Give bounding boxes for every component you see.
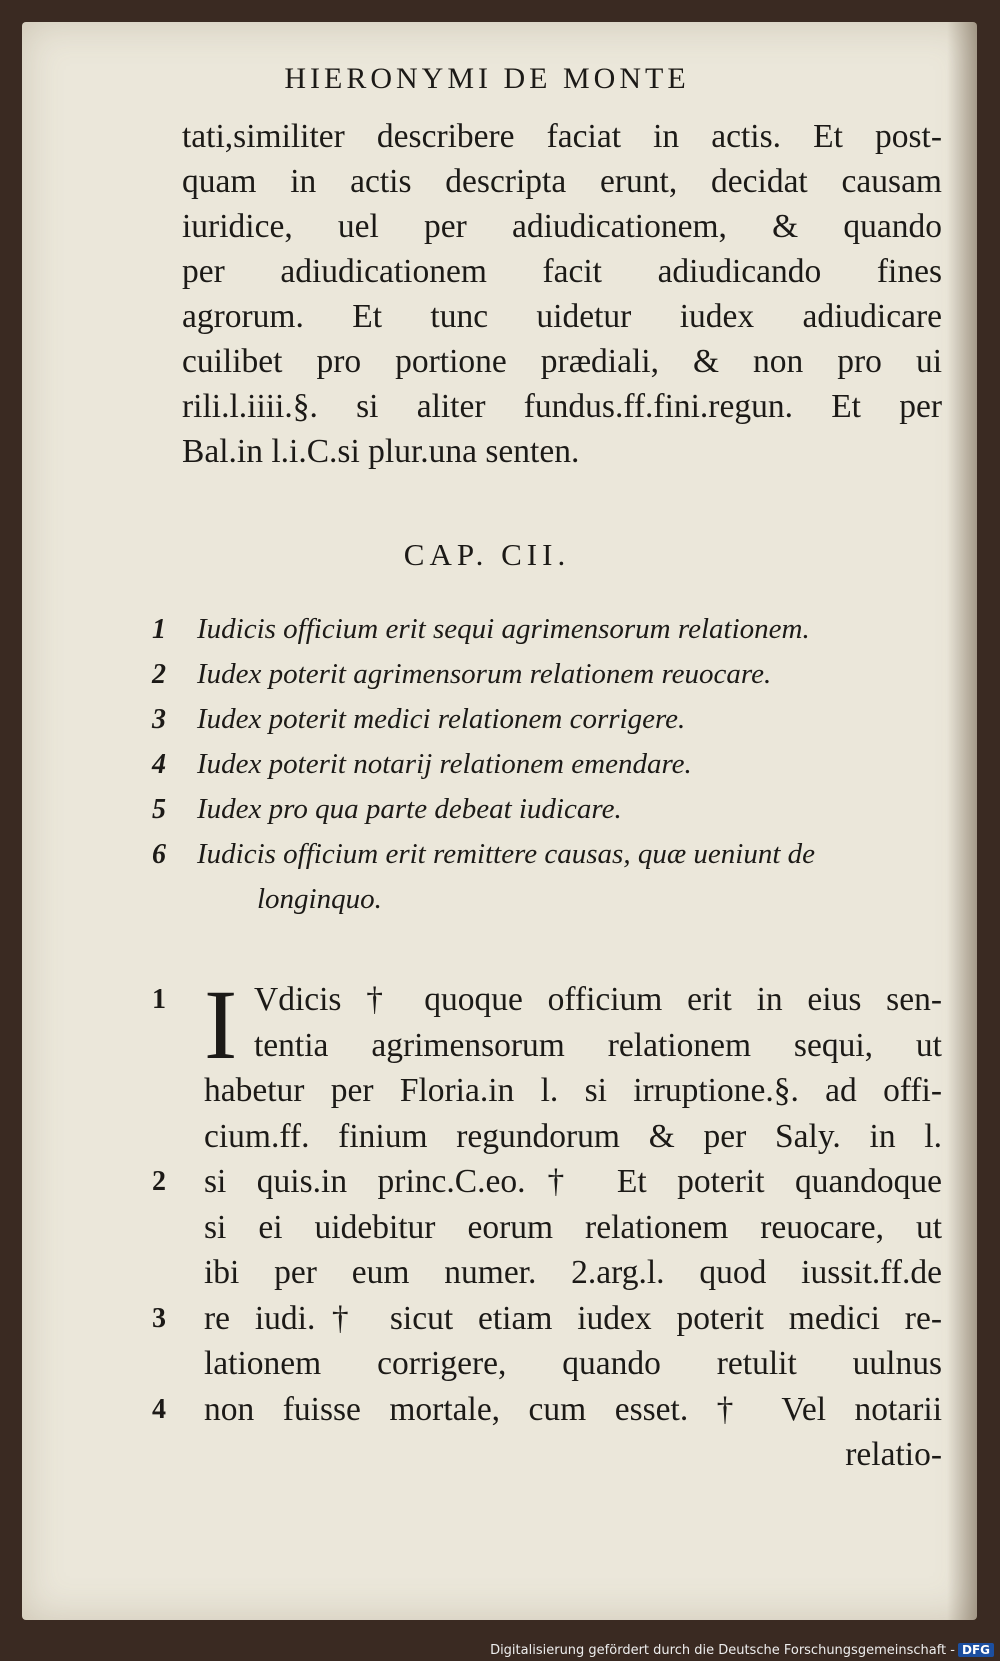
chapter-heading: CAP. CII. — [403, 537, 571, 572]
text-line: quam in actis descripta erunt, decidat causam — [182, 163, 942, 200]
summary-text: Iudex poterit medici relationem corrigere. — [197, 703, 686, 735]
main-line — [152, 1159, 942, 1205]
top-paragraph — [182, 114, 942, 474]
summary-number: 6 — [152, 839, 166, 870]
main-line — [152, 1205, 942, 1251]
main-line-text: re iudi.† sicut etiam iudex poterit medici re- — [204, 1299, 942, 1337]
summary-text: Iudex pro qua parte debeat iudicare. — [197, 793, 622, 825]
summary-text: Iudex poterit notarij relationem emendare. — [197, 748, 692, 780]
margin-number: 1 — [152, 984, 166, 1015]
summary-number: 1 — [152, 614, 166, 645]
summary-item — [152, 607, 942, 652]
main-line-text: cium.ff. finium regundorum & per Saly. in l. — [204, 1117, 942, 1155]
summary-item — [152, 742, 942, 787]
main-line — [152, 1296, 942, 1342]
summary-item — [152, 787, 942, 832]
text-line: rili.l.iiii.§. si aliter fundus.ff.fini.regun. Et per — [182, 388, 942, 425]
summary-text: Iudicis officium erit sequi agrimensorum relationem. — [197, 613, 810, 645]
book-page — [22, 22, 977, 1620]
text-line: Bal.in l.i.C.si plur.una senten. — [182, 433, 580, 470]
main-line — [152, 1387, 942, 1433]
summary-number: 3 — [152, 704, 166, 735]
summary-item — [152, 832, 942, 877]
main-line — [152, 1023, 942, 1069]
running-head: HIERONYMI DE MONTE — [284, 62, 690, 95]
summary-text: longinquo. — [257, 883, 382, 915]
summary-text: Iudicis officium erit remittere causas, quæ ueniunt de — [197, 838, 816, 870]
summary-item — [152, 697, 942, 742]
main-line-text: si ei uidebitur eorum relationem reuocare, ut — [204, 1208, 942, 1246]
margin-number: 3 — [152, 1302, 166, 1334]
main-line-text: non fuisse mortale, cum esset. † Vel notarii — [204, 1390, 942, 1428]
catchword: relatio- — [845, 1436, 942, 1473]
main-line-text: Vdicis † quoque officium erit in eius sen- — [254, 981, 942, 1018]
summary-number: 5 — [152, 794, 166, 825]
page-spine-shadow — [947, 22, 977, 1620]
main-line-text: habetur per Floria.in l. si irruptione.§. ad offi- — [204, 1072, 942, 1109]
text-line: agrorum. Et tunc uidetur iudex adiudicare — [182, 298, 942, 335]
text-line: per adiudicationem facit adiudicando fines — [182, 253, 942, 290]
summary-number: 4 — [152, 749, 166, 780]
drop-cap: I — [204, 969, 238, 1080]
text-line: cuilibet pro portione prædiali, & non pro ui — [182, 343, 942, 380]
text-line: iuridice, uel per adiudicationem, & quando — [182, 208, 942, 245]
summary-text: Iudex poterit agrimensorum relationem reuocare. — [197, 658, 772, 690]
main-line-text: si quis.in princ.C.eo.† Et poterit quandoque — [204, 1163, 942, 1200]
main-line — [152, 1068, 942, 1114]
main-line — [152, 1250, 942, 1296]
margin-number: 4 — [152, 1393, 166, 1425]
main-line-text: lationem corrigere, quando retulit uulnus — [204, 1345, 942, 1382]
main-line-text: tentia agrimensorum relationem sequi, ut — [254, 1026, 942, 1064]
catchword-line — [152, 1432, 942, 1478]
margin-number: 2 — [152, 1166, 166, 1197]
summary-item — [152, 877, 942, 922]
credit-text: Digitalisierung gefördert durch die Deutsche Forschungsgemeinschaft - — [490, 1643, 955, 1658]
text-line: tati,similiter describere faciat in actis. Et post- — [182, 118, 942, 155]
dfg-logo: DFG — [958, 1643, 994, 1657]
main-line — [152, 1114, 942, 1160]
summary-number: 2 — [152, 659, 166, 690]
main-text — [152, 969, 942, 1478]
chapter-summary — [152, 607, 942, 922]
digitization-credit — [490, 1643, 994, 1658]
main-line — [152, 1341, 942, 1387]
summary-item — [152, 652, 942, 697]
main-line-text: ibi per eum numer. 2.arg.l. quod iussit.ff.de — [204, 1254, 942, 1291]
